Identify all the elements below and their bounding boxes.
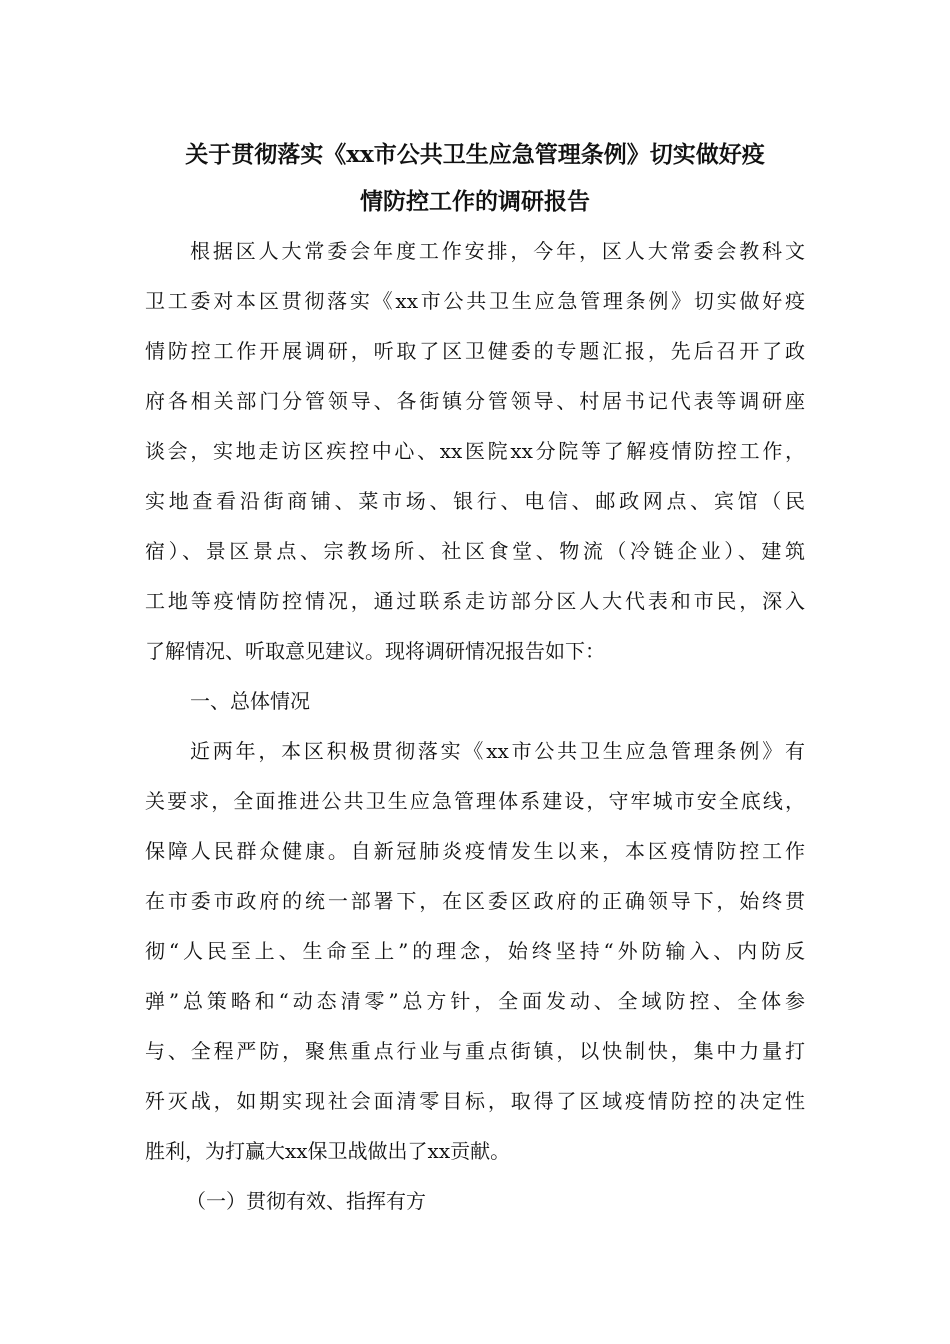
section-heading: 一、总体情况: [190, 689, 310, 713]
paragraph-1-line: 宿）、景区景点、宗教场所、社区食堂、物流（冷链企业）、建筑: [145, 539, 805, 563]
paragraph-2-line: 在市委市政府的统一部署下，在区委区政府的正确领导下，始终贯: [145, 889, 805, 913]
paragraph-1-line: 实地查看沿街商铺、菜市场、银行、电信、邮政网点、宾馆（民: [145, 489, 805, 513]
paragraph-2-line: 保障人民群众健康。自新冠肺炎疫情发生以来，本区疫情防控工作: [145, 839, 805, 863]
document-title-line-2: 情防控工作的调研报告: [360, 188, 590, 215]
paragraph-1-line: 谈会，实地走访区疾控中心、xx医院xx分院等了解疫情防控工作，: [145, 439, 805, 463]
paragraph-1-line: 根据区人大常委会年度工作安排，今年，区人大常委会教科文: [190, 239, 805, 263]
paragraph-1-line: 了解情况、听取意见建议。现将调研情况报告如下：: [145, 639, 605, 663]
paragraph-2-line: 近两年，本区积极贯彻落实《xx市公共卫生应急管理条例》有: [190, 739, 805, 763]
paragraph-2-line: 歼灭战，如期实现社会面清零目标，取得了区域疫情防控的决定性: [145, 1089, 805, 1113]
document-title-line-1: 关于贯彻落实《xx市公共卫生应急管理条例》切实做好疫: [185, 141, 765, 168]
paragraph-2-line: 关要求，全面推进公共卫生应急管理体系建设，守牢城市安全底线，: [145, 789, 805, 813]
paragraph-2-line: 胜利，为打赢大xx保卫战做出了xx贡献。: [145, 1139, 511, 1163]
paragraph-1-line: 情防控工作开展调研，听取了区卫健委的专题汇报，先后召开了政: [145, 339, 805, 363]
subsection-heading: （一）贯彻有效、指挥有方: [186, 1189, 426, 1213]
paragraph-2-line: 与、全程严防，聚焦重点行业与重点街镇，以快制快，集中力量打: [145, 1039, 805, 1063]
paragraph-1-line: 府各相关部门分管领导、各街镇分管领导、村居书记代表等调研座: [145, 389, 805, 413]
paragraph-1-line: 工地等疫情防控情况，通过联系走访部分区人大代表和市民，深入: [145, 589, 805, 613]
paragraph-2-line: 弹”总策略和“动态清零”总方针，全面发动、全域防控、全体参: [145, 989, 805, 1013]
paragraph-2-line: 彻“人民至上、生命至上”的理念，始终坚持“外防输入、内防反: [145, 939, 805, 963]
paragraph-1-line: 卫工委对本区贯彻落实《xx市公共卫生应急管理条例》切实做好疫: [145, 289, 805, 313]
